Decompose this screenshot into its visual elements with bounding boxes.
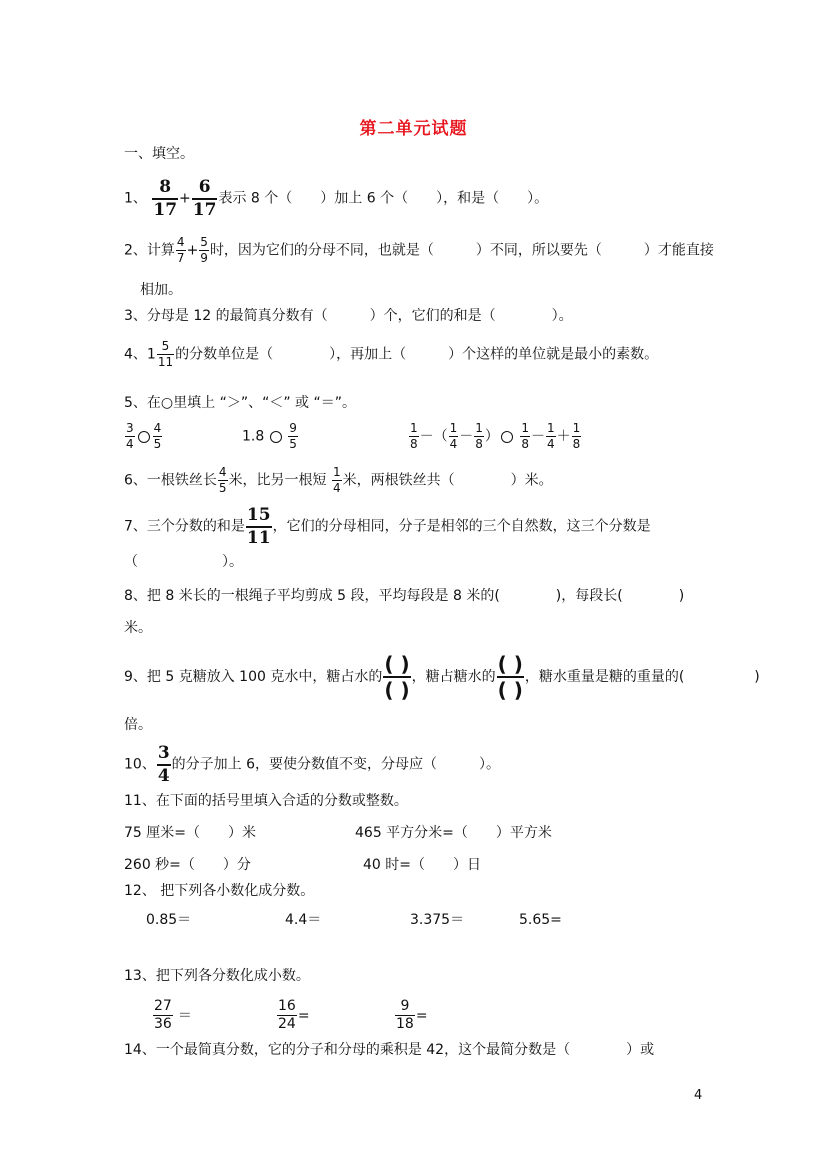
compare-circle[interactable]	[138, 431, 150, 443]
section-heading: 一、填空。	[124, 146, 194, 162]
question-4: 4、1 $\frac{5}{11}$ 的分数单位是（ ），再加上（ ）个这样的单位就是最小的素数。	[124, 339, 659, 370]
question-1: 1、 $\frac{8}{17}$ + $\frac{6}{17}$ 表示 8 个（ ）加上 6 个（ ），和是（ ）。	[124, 177, 549, 220]
question-7-continuation: （ ）。	[124, 554, 243, 570]
question-2-continuation: 相加。	[140, 282, 182, 298]
blank-fraction[interactable]: $\frac{( )}{( )}$	[497, 652, 523, 702]
question-12: 12、 把下列各小数化成分数。	[124, 883, 315, 899]
fraction-8-17: $\frac{8}{17}$	[153, 177, 178, 220]
question-11: 11、在下面的括号里填入合适的分数或整数。	[124, 793, 408, 809]
decimal-b: 4.4＝	[285, 912, 322, 928]
question-3: 3、分母是 12 的最简真分数有（ ）个，它们的和是（ ）。	[124, 308, 573, 324]
compare-circle[interactable]	[270, 431, 282, 443]
compare-a: $\frac{3}{4}$ $\frac{4}{5}$	[126, 421, 162, 452]
fraction-item-c: $\frac{9}{18}$ =	[396, 998, 428, 1033]
question-10: 10、 $\frac{3}{4}$ 的分子加上 6，要使分数值不变，分母应（ ）。	[124, 743, 501, 786]
conversion-a: 75 厘米=（ ）米	[124, 825, 256, 841]
fraction-6-17: $\frac{6}{17}$	[192, 177, 217, 220]
decimal-d: 5.65=	[519, 912, 562, 928]
compare-c: $\frac{1}{8}$ －（ $\frac{1}{4}$ － $\frac{1}{8}$ ） $\frac{1}{8}$ － $\frac{1}{4}$ ＋ $\frac{1}{8}$	[410, 421, 581, 452]
fraction-5-11: $\frac{5}{11}$	[157, 339, 174, 370]
compare-circle[interactable]	[501, 431, 513, 443]
decimal-c: 3.375＝	[410, 912, 465, 928]
conversion-b: 465 平方分米=（ ）平方米	[355, 825, 552, 841]
conversion-c: 260 秒=（ ）分	[124, 857, 251, 873]
fraction-item-b: $\frac{16}{24}$ =	[278, 998, 310, 1033]
decimal-a: 0.85＝	[146, 912, 192, 928]
question-5: 5、在○里填上 “＞”、“＜” 或 “＝”。	[124, 395, 356, 411]
question-8: 8、把 8 米长的一根绳子平均剪成 5 段，平均每段是 8 米的( )，每段长( )	[124, 588, 685, 604]
question-14: 14、一个最简真分数，它的分子和分母的乘积是 42，这个最简分数是（ ）或	[124, 1042, 655, 1058]
blank-fraction[interactable]: $\frac{( )}{( )}$	[384, 652, 410, 702]
page-title: 第二单元试题	[359, 119, 468, 139]
question-6: 6、一根铁丝长 $\frac{4}{5}$ 米，比另一根短 $\frac{1}{4}$ 米，两根铁丝共（ ）米。	[124, 465, 553, 496]
page-number: 4	[694, 1088, 703, 1103]
fraction-4-7: $\frac{4}{7}$	[176, 235, 185, 266]
question-8-continuation: 米。	[124, 620, 152, 636]
question-9-continuation: 倍。	[124, 717, 152, 733]
fraction-item-a: $\frac{27}{36}$ ＝	[154, 998, 192, 1033]
conversion-d: 40 时=（ ）日	[363, 857, 481, 873]
question-2: 2、计算 $\frac{4}{7}$ + $\frac{5}{9}$ 时，因为它们的分母不同，也就是（ ）不同，所以要先（ ）才能直接	[124, 235, 714, 266]
fraction-5-9: $\frac{5}{9}$	[200, 235, 208, 266]
question-9: 9、把 5 克糖放入 100 克水中，糖占水的 $\frac{( )}{( )}$ ，糖占糖水的 $\frac{( )}{( )}$ ，糖水重量是糖的重量的( )	[124, 652, 760, 702]
compare-b: 1.8 $\frac{9}{5}$	[242, 421, 297, 452]
question-7: 7、三个分数的和是 $\frac{15}{11}$ ，它们的分母相同，分子是相邻的三个自然数，这三个分数是	[124, 505, 651, 548]
question-13: 13、把下列各分数化成小数。	[124, 968, 310, 984]
